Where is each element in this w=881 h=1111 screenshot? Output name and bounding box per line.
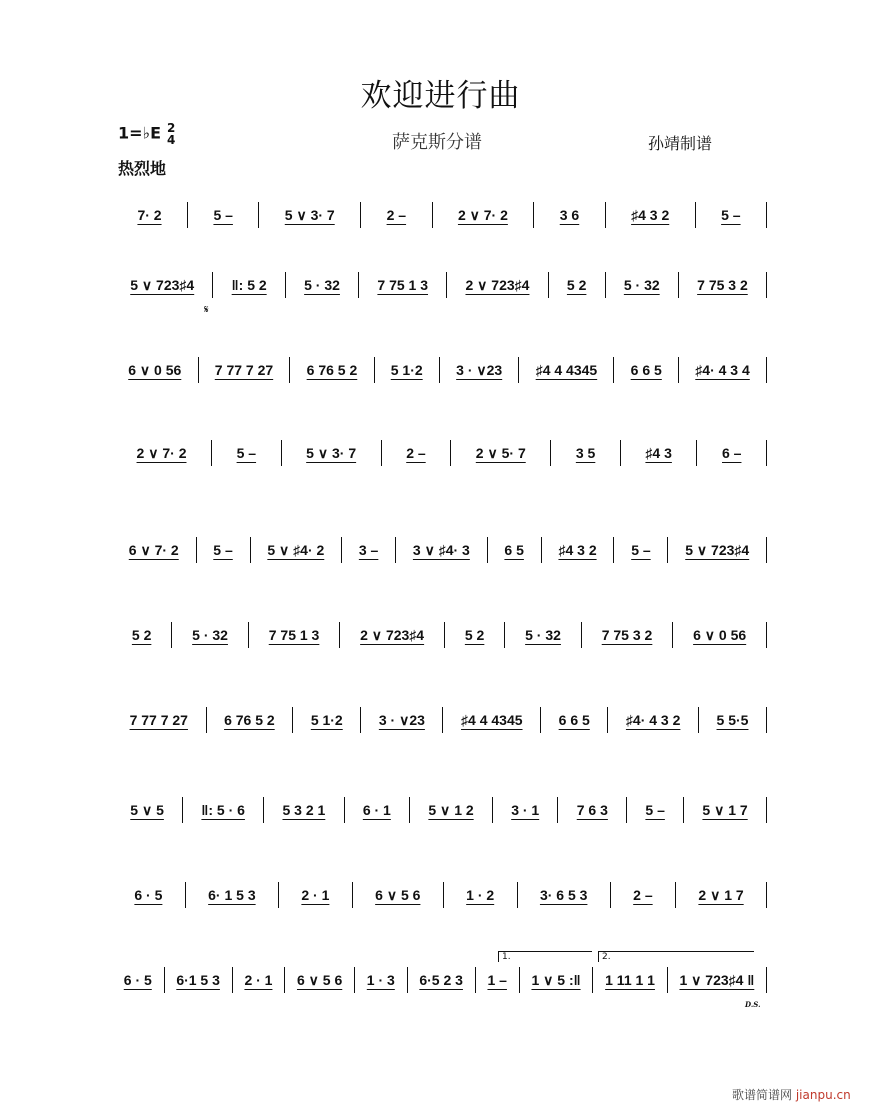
key-label: 1=♭E: [118, 123, 162, 143]
measure: ♯4 3 2: [541, 537, 614, 563]
measure: 6 76 5 2: [289, 357, 373, 383]
measure: 6 ∨ 5 6: [352, 882, 443, 908]
measure: 6 ∨ 7· 2: [128, 542, 179, 558]
measure: 5 · 32: [504, 622, 581, 648]
measure: 6 ∨ 5 6: [284, 967, 354, 993]
measure: 5 ∨ ♯4· 2: [250, 537, 342, 563]
measure: 7 75 3 2: [678, 272, 766, 298]
measure: 5 · 32: [285, 272, 358, 298]
measure: 2 –: [360, 202, 431, 228]
measure: 5 2: [444, 622, 504, 648]
measure: ♯4· 4 3 2: [607, 707, 698, 733]
bar-line: [766, 202, 767, 228]
measure: 5 ∨ 1 2: [409, 797, 492, 823]
measure: 3 –: [341, 537, 395, 563]
bar-line: [766, 357, 767, 383]
measure: 2 –: [381, 440, 451, 466]
measure: 2 ∨ 723♯4: [446, 272, 547, 298]
bar-line: [766, 272, 767, 298]
staff-line: [112, 620, 767, 650]
measure: 5 1·2: [374, 357, 439, 383]
measure: 2 ∨ 7· 2: [432, 202, 534, 228]
measure: 6·5 2 3: [407, 967, 475, 993]
measure: 3 5: [550, 440, 620, 466]
time-signature: [167, 122, 175, 146]
measure: ♯4· 4 3 4: [678, 357, 766, 383]
staff-line: [112, 705, 767, 735]
measure: 5 –: [196, 537, 250, 563]
measure: ♯4 4 4345: [442, 707, 540, 733]
measure: 3 6: [533, 202, 604, 228]
measure: 2 ∨ 7· 2: [136, 445, 187, 461]
measure: 5 ∨ 5: [130, 802, 164, 818]
watermark: [732, 1086, 851, 1103]
staff-line: [112, 438, 767, 468]
measure: 7 75 3 2: [581, 622, 672, 648]
measure: 2 ∨ 723♯4: [339, 622, 444, 648]
measure: ♯4 3: [620, 440, 697, 466]
measure: 5 ∨ 1 7: [683, 797, 766, 823]
measure: 5 ∨ 723♯4: [667, 537, 766, 563]
measure: ♯4 4 4345: [518, 357, 613, 383]
measure: 7 6 3: [557, 797, 626, 823]
measure: 5 2: [548, 272, 605, 298]
bar-line: [766, 707, 767, 733]
measure: 5 –: [695, 202, 766, 228]
song-title: 欢迎进行曲: [360, 78, 521, 114]
bar-line: [766, 797, 767, 823]
time-top: 2: [167, 121, 176, 135]
subtitle: 萨克斯分谱: [392, 132, 482, 153]
measure: 1 ∨ 5 :‖: [519, 967, 593, 993]
bar-line: [766, 882, 767, 908]
measure: 5 –: [626, 797, 683, 823]
key-signature: [118, 122, 175, 146]
measure: 3· 6 5 3: [517, 882, 610, 908]
watermark-cn: 歌谱简谱网: [732, 1088, 793, 1102]
tempo-marking: 热烈地: [118, 159, 167, 178]
measure: 5 –: [211, 440, 281, 466]
segno-sign: 𝄋: [204, 303, 209, 316]
measure: 6 ∨ 0 56: [128, 362, 182, 378]
measure: 7 77 7 27: [198, 357, 290, 383]
staff-line: [112, 880, 767, 910]
measure: 6 5: [487, 537, 541, 563]
measure: 1 11 1 1: [592, 967, 666, 993]
bar-line: [766, 537, 767, 563]
measure: 5 5·5: [698, 707, 766, 733]
measure: 1 · 3: [354, 967, 407, 993]
measure: 2 · 1: [232, 967, 285, 993]
measure: 1 ∨ 723♯4 ‖: [667, 967, 766, 993]
measure: 2 · 1: [278, 882, 352, 908]
measure: 5 ∨ 3· 7: [258, 202, 360, 228]
measure: 6 · 5: [123, 972, 152, 988]
measure: 2 –: [610, 882, 675, 908]
measure: 1 · 2: [443, 882, 517, 908]
staff-line: [112, 965, 767, 995]
time-bottom: 4: [167, 133, 176, 147]
measure: 1 –: [475, 967, 519, 993]
measure: 3 · ∨23: [439, 357, 519, 383]
measure: 6 ∨ 0 56: [672, 622, 766, 648]
measure: 6· 1 5 3: [185, 882, 278, 908]
measure: 6 · 5: [134, 887, 163, 903]
measure: ‖: 5 · 6: [182, 797, 263, 823]
measure: ‖: 5 2: [212, 272, 284, 298]
staff-line: [112, 355, 767, 385]
measure: 7 75 1 3: [358, 272, 446, 298]
staff-line: [112, 270, 767, 300]
staff-line: [112, 795, 767, 825]
measure: 6 6 5: [540, 707, 607, 733]
measure: 5 ∨ 723♯4: [130, 277, 195, 293]
bar-line: [766, 440, 767, 466]
measure: 5 3 2 1: [263, 797, 343, 823]
measure: 6 6 5: [613, 357, 678, 383]
measure: 7 77 7 27: [129, 712, 188, 728]
volta-second: 2.: [598, 951, 754, 962]
measure: 3 · 1: [492, 797, 558, 823]
staff-line: [112, 535, 767, 565]
measure: ♯4 3 2: [605, 202, 695, 228]
measure: 6 76 5 2: [206, 707, 293, 733]
measure: 6 –: [696, 440, 766, 466]
measure: 5 –: [613, 537, 667, 563]
measure: 5 ∨ 3· 7: [281, 440, 381, 466]
measure: 5 · 32: [171, 622, 248, 648]
bar-line: [766, 967, 767, 993]
ds-marking: D.S.: [745, 1000, 761, 1009]
measure: 3 ∨ ♯4· 3: [395, 537, 487, 563]
measure: 5 –: [187, 202, 258, 228]
staff-line: [112, 200, 767, 230]
measure: 7· 2: [137, 207, 162, 223]
watermark-site: jianpu.cn: [795, 1088, 851, 1102]
measure: 6 · 1: [344, 797, 410, 823]
measure: 2 ∨ 5· 7: [450, 440, 550, 466]
arranger: 孙靖制谱: [648, 134, 713, 153]
measure: 5 · 32: [605, 272, 678, 298]
volta-first: 1.: [498, 951, 592, 962]
measure: 6·1 5 3: [164, 967, 232, 993]
measure: 2 ∨ 1 7: [675, 882, 766, 908]
measure: 5 2: [131, 627, 152, 643]
measure: 3 · ∨23: [360, 707, 442, 733]
measure: 5 1·2: [292, 707, 360, 733]
bar-line: [766, 622, 767, 648]
measure: 7 75 1 3: [248, 622, 339, 648]
